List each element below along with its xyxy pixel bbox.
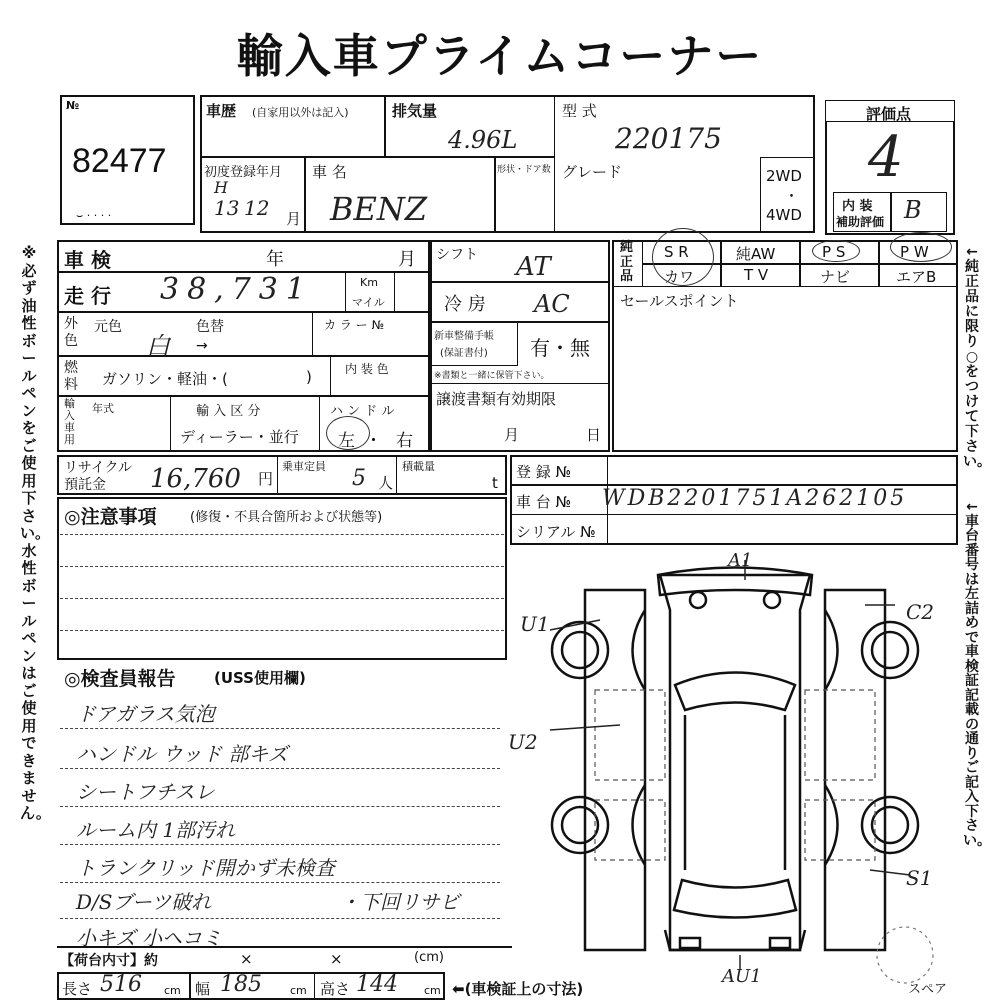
damage-mark-au1: AU1 — [722, 966, 762, 987]
genuine-leather: カワ — [664, 268, 695, 286]
drive-2wd: 2WD — [766, 167, 802, 185]
dimensions-note: ⬅(車検証上の寸法) — [452, 980, 584, 998]
import-category-value: ディーラー・並行 — [180, 428, 299, 446]
first-registration-label: 初度登録年月 — [204, 165, 283, 180]
recycle-value: 16,760 — [150, 464, 241, 494]
car-name-label: 車 名 — [312, 163, 347, 181]
interior-label: 内 装 — [842, 199, 873, 214]
transfer-month: 月 — [504, 426, 520, 444]
genuine-sr-circle — [652, 228, 714, 286]
damage-mark-s1: S1 — [906, 866, 933, 890]
right-notice-chassis: ←車台番号は左詰めで車検証記載の通りご記入下さい。 — [963, 499, 991, 849]
import-year-label: 年式 — [92, 402, 114, 415]
mileage-label: 走 行 — [64, 284, 111, 308]
width-label: 幅 — [195, 980, 211, 998]
width-value: 185 — [220, 972, 262, 997]
fuel-options: ガソリン・軽油・( — [102, 370, 228, 388]
interior-value: B — [904, 196, 922, 224]
cargo-x2: × — [330, 950, 343, 968]
inspection-year: 年 — [266, 249, 284, 270]
handle-left: 左 — [338, 431, 355, 451]
inspector-line-4: ルーム内 1部汚れ — [76, 818, 236, 842]
capacity-value: 5 — [352, 466, 366, 491]
color-original-label: 元色 — [94, 319, 122, 335]
right-notice-genuine: ←純正品に限り○をつけて下さい。 — [963, 244, 991, 470]
score-value: 4 — [868, 125, 904, 190]
first-registration-year: 13 — [214, 196, 240, 220]
inspector-line-extra: ・下回リサビ — [340, 890, 460, 914]
left-notice: ※必ず油性ボールペンをご使用下さい。水性ボールペンはご使用できません。 — [20, 244, 51, 822]
score-label: 評価点 — [866, 105, 912, 123]
recycle-unit: 円 — [258, 470, 274, 488]
service-book-value: 有・無 — [530, 336, 590, 360]
genuine-navi: ナビ — [820, 268, 851, 286]
service-book-label: 新車整備手帳 — [434, 331, 494, 342]
aircon-value: AC — [534, 290, 570, 318]
registration-no-label: 登 録 № — [516, 463, 572, 481]
history-note: (自家用以外は記入) — [252, 106, 349, 119]
capacity-unit: 人 — [378, 474, 394, 492]
fuel-label: 燃料 — [64, 360, 78, 393]
sales-point-label: セールスポイント — [620, 292, 739, 310]
displacement-value: 4.96L — [448, 126, 518, 154]
genuine-sr: S R — [664, 243, 689, 261]
inspector-line-3: シートフチスレ — [76, 780, 215, 804]
inspector-title: ◎検査員報告 — [64, 668, 176, 690]
color-original-value: 白 — [146, 332, 170, 360]
chassis-value: WDB2201751A262105 — [602, 486, 908, 511]
genuine-ps-circle — [812, 240, 860, 262]
interior-label-sub: 補助評価 — [836, 215, 885, 229]
lot-number-box: № 82477 ⌣ · · · · — [60, 95, 195, 225]
fuel-close: ) — [306, 368, 312, 386]
inspector-line-6: D/Sブーツ破れ — [76, 890, 212, 914]
length-value: 516 — [100, 972, 142, 997]
import-category-label: 輸 入 区 分 — [196, 404, 261, 419]
inspector-line-1: ドアガラス気泡 — [76, 702, 215, 726]
color-change-arrow: → — [196, 338, 208, 354]
genuine-airbag: エアB — [896, 268, 937, 286]
serial-no-label: シリアル № — [516, 523, 596, 541]
shift-value: AT — [516, 252, 551, 282]
page-title: 輸入車プライムコーナー — [236, 29, 764, 83]
height-unit: cm — [424, 984, 441, 997]
damage-mark-c2: C2 — [906, 600, 935, 624]
damage-mark-u1: U1 — [520, 612, 550, 636]
recycle-label-sub: 預託金 — [64, 477, 106, 493]
cargo-unit: (cm) — [414, 950, 444, 965]
transfer-label: 譲渡書類有効期限 — [436, 390, 557, 408]
inspector-line-7: 小キズ 小ヘコミ — [76, 926, 222, 950]
car-damage-diagram — [510, 550, 960, 1000]
transfer-day: 日 — [586, 426, 602, 444]
handle-right: 右 — [396, 431, 413, 451]
inspector-subtitle: (USS使用欄) — [214, 669, 306, 687]
capacity-label: 乗車定員 — [282, 460, 326, 473]
genuine-tv: T V — [744, 266, 769, 284]
damage-mark-a1: A1 — [728, 550, 753, 571]
shape-doors-label: 形状・ドア数 — [497, 165, 551, 175]
handle-left-circle — [326, 416, 370, 450]
genuine-label: 純正品 — [620, 240, 634, 284]
chassis-label: 車 台 № — [516, 493, 572, 511]
cargo-x1: × — [240, 950, 253, 968]
spare-label: スペア — [908, 982, 948, 997]
mileage-mile: マイル — [352, 296, 385, 309]
car-name-value: BENZ — [330, 190, 428, 228]
drive-4wd: 4WD — [766, 206, 802, 224]
import-label: 輸入車用 — [64, 397, 75, 446]
lot-number: 82477 — [72, 142, 167, 180]
length-label: 長さ — [62, 980, 93, 998]
load-label: 積載量 — [402, 460, 435, 473]
inspector-line-5: トランクリッド開かず未検査 — [76, 856, 335, 880]
handle-label: ハ ン ド ル — [330, 404, 395, 419]
color-label: 外色 — [64, 316, 78, 349]
color-code-label: カ ラ ー № — [324, 318, 384, 332]
service-book-note: ※書類と一緒に保管下さい。 — [434, 371, 550, 381]
grade-label: グレード — [562, 163, 623, 181]
history-label: 車歴 — [206, 102, 237, 120]
interior-color-label: 内 装 色 — [345, 362, 389, 376]
aircon-label: 冷 房 — [444, 294, 486, 315]
inspection-label: 車 検 — [64, 248, 111, 272]
model-value: 220175 — [615, 122, 722, 155]
displacement-label: 排気量 — [392, 102, 438, 120]
cargo-label: 【荷台内寸】約 — [60, 953, 158, 969]
service-book-sub: (保証書付) — [440, 348, 488, 359]
color-change-label: 色替 — [196, 319, 224, 335]
mileage-value: 38,731 — [160, 272, 313, 307]
genuine-ps: P S — [822, 243, 846, 261]
notes-title: ◎注意事項 — [64, 506, 157, 528]
genuine-pw-circle — [890, 232, 952, 262]
first-registration-era: H — [214, 178, 228, 197]
first-registration-unit: 月 — [286, 210, 302, 228]
genuine-aw: 純AW — [736, 245, 776, 263]
recycle-label: リサイクル — [64, 460, 133, 476]
notes-subtitle: (修復・不具合箇所および状態等) — [190, 510, 383, 525]
width-unit: cm — [290, 984, 307, 997]
load-unit: t — [492, 474, 498, 492]
damage-mark-u2: U2 — [508, 730, 538, 754]
first-registration-month: 12 — [244, 196, 270, 220]
height-value: 144 — [356, 972, 398, 997]
shift-label: シフト — [436, 247, 478, 263]
height-label: 高さ — [320, 980, 351, 998]
model-label: 型 式 — [562, 102, 597, 120]
inspector-line-2: ハンドル ウッド 部キズ — [76, 742, 288, 766]
length-unit: cm — [164, 984, 181, 997]
handle-dot: ・ — [365, 431, 382, 451]
inspection-month: 月 — [398, 249, 416, 270]
mileage-km: Km — [360, 276, 378, 289]
genuine-pw: P W — [900, 243, 929, 261]
drive-dot: ・ — [784, 187, 800, 205]
